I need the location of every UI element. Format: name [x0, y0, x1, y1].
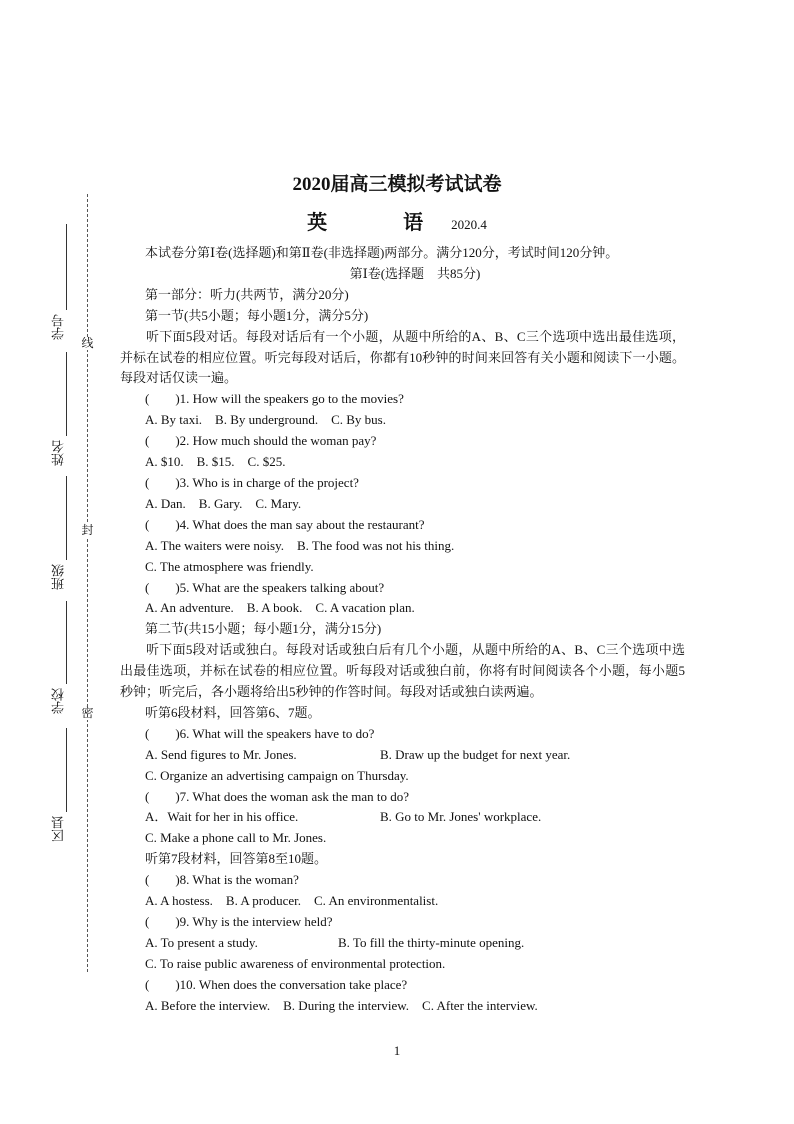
- label-student-id: 学号: [52, 314, 67, 340]
- page-number: 1: [393, 1043, 401, 1058]
- question-6-option-b: B. Draw up the budget for next year.: [380, 746, 571, 762]
- question-7-option-c: C. Make a phone call to Mr. Jones.: [145, 830, 327, 846]
- question-9: ( )9. Why is the interview held?: [145, 914, 333, 929]
- question-9-option-c: C. To raise public awareness of environmental protection.: [145, 955, 446, 971]
- binding-mark-seal: 封: [81, 523, 94, 537]
- question-2: ( )2. How much should the woman pay?: [145, 433, 377, 449]
- binding-mark-secret: 密: [81, 706, 94, 720]
- section2-heading: 第二节(共15小题；每小题1分，满分15分): [145, 621, 382, 637]
- part1-heading: 第一部分：听力(共两节，满分20分): [145, 286, 349, 302]
- section1-instructions: 听下面5段对话。每段对话后有一个小题，从题中所给的A、B、C三个选项中选出最佳选项，并标在试卷的相应位置。听完每段对话后，你都有10秒钟的时间来回答有关小题和阅读下一小题。每段对话仅读一遍。: [120, 328, 685, 386]
- binding-dashed-line: [87, 194, 88, 972]
- class-blank: [66, 476, 67, 560]
- question-4-option-c: C. The atmosphere was friendly.: [145, 558, 314, 574]
- binding-mark-line: 线: [81, 336, 94, 350]
- question-6: ( )6. What will the speakers have to do?: [145, 725, 375, 741]
- question-5: ( )5. What are the speakers talking about?: [145, 579, 385, 595]
- label-district: 区县: [52, 816, 67, 842]
- question-6-option-a: A. Send figures to Mr. Jones.: [145, 746, 297, 762]
- question-1: ( )1. How will the speakers go to the movies?: [145, 391, 404, 407]
- question-4-options: A. The waiters were noisy. B. The food was not his thing.: [145, 537, 455, 553]
- exam-title: 2020届高三模拟考试试卷: [292, 174, 502, 195]
- question-8: ( )8. What is the woman?: [145, 872, 299, 888]
- question-4: ( )4. What does the man say about the restaurant?: [145, 516, 425, 532]
- subject-name: 英 语: [307, 210, 452, 234]
- name-blank: [66, 352, 67, 436]
- question-3-options: A. Dan. B. Gary. C. Mary.: [145, 495, 302, 511]
- subject-line: [0, 206, 794, 235]
- question-7-options-ab: [145, 807, 685, 828]
- question-7: ( )7. What does the woman ask the man to do?: [145, 788, 410, 804]
- question-9-options-ab: [145, 933, 685, 954]
- district-blank: [66, 728, 67, 812]
- label-school: 学校: [52, 688, 67, 714]
- question-7-option-b: B. Go to Mr. Jones' workplace.: [380, 809, 542, 825]
- school-blank: [66, 601, 67, 684]
- question-7-option-a: A．Wait for her in his office.: [145, 809, 299, 825]
- question-9-option-a: A. To present a study.: [145, 934, 258, 950]
- paper-note: 本试卷分第Ⅰ卷(选择题)和第Ⅱ卷(非选择题)两部分。满分120分，考试时间120分钟。: [145, 245, 619, 260]
- question-10: ( )10. When does the conversation take place?: [145, 976, 408, 992]
- question-6-options-ab: [145, 745, 685, 766]
- material-7-heading: 听第7段材料，回答第8至10题。: [145, 851, 328, 867]
- volume-heading: 第Ⅰ卷(选择题 共85分): [349, 265, 481, 281]
- label-name: 姓名: [52, 440, 67, 466]
- question-9-option-b: B. To fill the thirty-minute opening.: [338, 934, 525, 950]
- label-class: 班级: [52, 564, 67, 590]
- question-1-options: A. By taxi. B. By underground. C. By bus.: [145, 412, 386, 428]
- material-6-heading: 听第6段材料，回答第6、7题。: [145, 704, 321, 720]
- student-id-blank: [66, 224, 67, 310]
- question-2-options: A. $10. B. $15. C. $25.: [145, 454, 286, 470]
- question-5-options: A. An adventure. B. A book. C. A vacation plan.: [145, 600, 415, 616]
- question-8-options: A. A hostess. B. A producer. C. An environmentalist.: [145, 893, 439, 909]
- question-10-options: A. Before the interview. B. During the interview. C. After the interview.: [145, 997, 538, 1013]
- section1-heading: 第一节(共5小题；每小题1分，满分5分): [145, 307, 369, 323]
- question-3: ( )3. Who is in charge of the project?: [145, 474, 359, 490]
- section2-instructions: 听下面5段对话或独白。每段对话或独白后有几个小题，从题中所给的A、B、C三个选项中选出最佳选项，并标在试卷的相应位置。听每段对话或独白前，你将有时间阅读各个小题，每小题5秒钟；听完后，各小题将给出5秒钟的作答时间。每段对话或独白读两遍。: [120, 642, 685, 700]
- exam-content: [120, 243, 685, 1017]
- exam-date: 2020.4: [451, 217, 487, 232]
- question-6-option-c: C. Organize an advertising campaign on Thursday.: [145, 767, 409, 783]
